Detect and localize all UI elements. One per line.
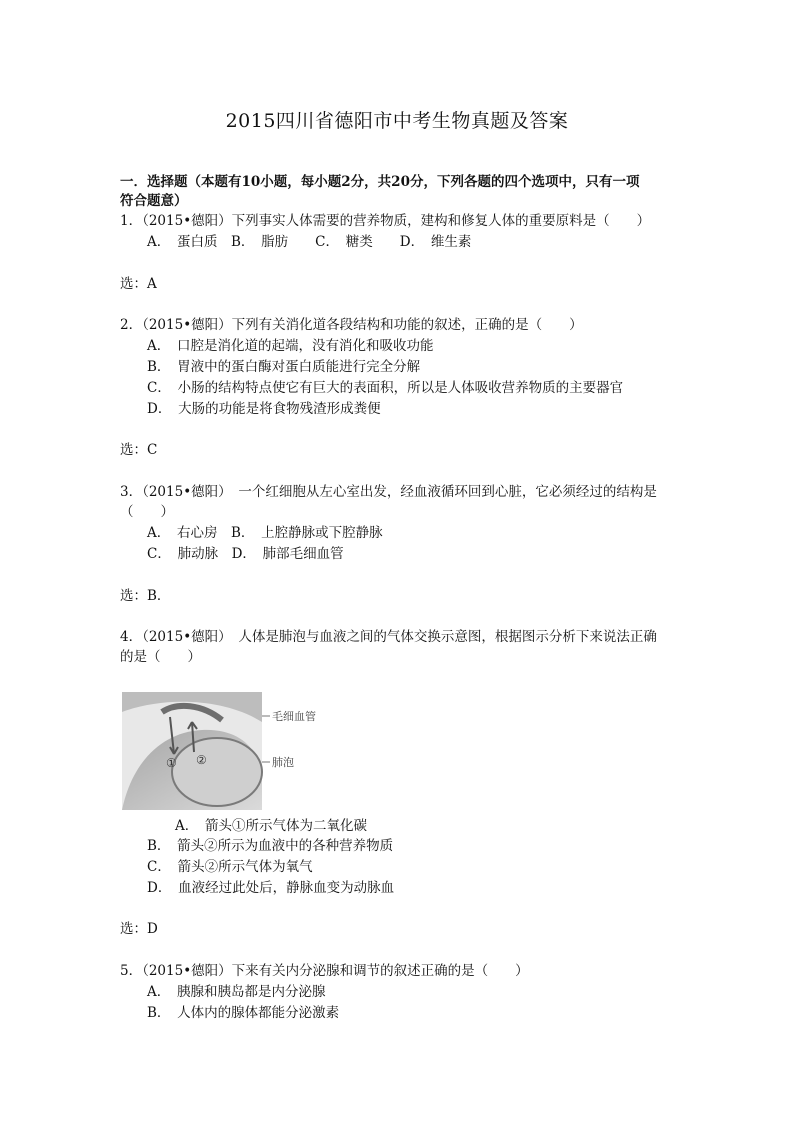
question-3-options-ab: A． 右心房 B． 上腔静脉或下腔静脉 [147,525,383,541]
question-1-answer: 选：A [120,276,157,292]
page-title: 2015四川省德阳市中考生物真题及答案 [225,110,569,132]
question-5-option-a: A． 胰腺和胰岛都是内分泌腺 [147,984,326,1000]
question-4-answer: 选：D [120,921,158,937]
question-2-option-d: D． 大肠的功能是将食物残渣形成粪便 [147,401,381,417]
question-3-stem-line1: 3．（2015•德阳） 一个红细胞从左心室出发，经血液循环回到心脏，它必须经过的结构是 [120,484,657,500]
section-heading-line2: 符合题意） [120,193,188,209]
question-3-stem-line2: （ ） [120,504,174,520]
question-4-option-a: A． 箭头①所示气体为二氧化碳 [175,818,367,834]
question-1-options: A． 蛋白质 B． 脂肪 C． 糖类 D． 维生素 [147,234,472,250]
figure-label-arrow-2: ② [196,753,207,767]
question-2-option-a: A． 口腔是消化道的起端，没有消化和吸收功能 [147,338,434,354]
alveolus-gas-exchange-figure [122,692,342,810]
question-3-options-cd: C． 肺动脉 D． 肺部毛细血管 [147,546,344,562]
question-4-option-b: B． 箭头②所示为血液中的各种营养物质 [147,838,394,854]
figure-label-arrow-1: ① [166,756,177,770]
question-5-option-b: B． 人体内的腺体都能分泌激素 [147,1005,340,1021]
question-3-answer: 选：B． [120,588,171,604]
question-5-stem: 5．（2015•德阳）下来有关内分泌腺和调节的叙述正确的是（ ） [120,963,529,979]
question-2-option-b: B． 胃液中的蛋白酶对蛋白质能进行完全分解 [147,359,421,375]
question-1-stem: 1．（2015•德阳）下列事实人体需要的营养物质，建构和修复人体的重要原料是（ ） [120,213,651,229]
question-4-stem-line2: 的是（ ） [120,649,201,665]
figure-label-alveolus: 肺泡 [272,756,294,769]
figure-label-capillary: 毛细血管 [272,710,316,723]
question-4-option-c: C． 箭头②所示气体为氧气 [147,859,313,875]
question-2-answer: 选：C [120,442,158,458]
question-4-option-d: D． 血液经过此处后，静脉血变为动脉血 [147,880,395,896]
section-heading-line1: 一．选择题（本题有10小题，每小题2分，共20分，下列各题的四个选项中，只有一项 [120,174,640,190]
question-2-option-c: C． 小肠的结构特点使它有巨大的表面积，所以是人体吸收营养物质的主要器官 [147,380,624,396]
question-2-stem: 2．（2015•德阳）下列有关消化道各段结构和功能的叙述，正确的是（ ） [120,317,583,333]
question-4-stem-line1: 4．（2015•德阳） 人体是肺泡与血液之间的气体交换示意图，根据图示分析下来说法正确 [120,629,657,645]
